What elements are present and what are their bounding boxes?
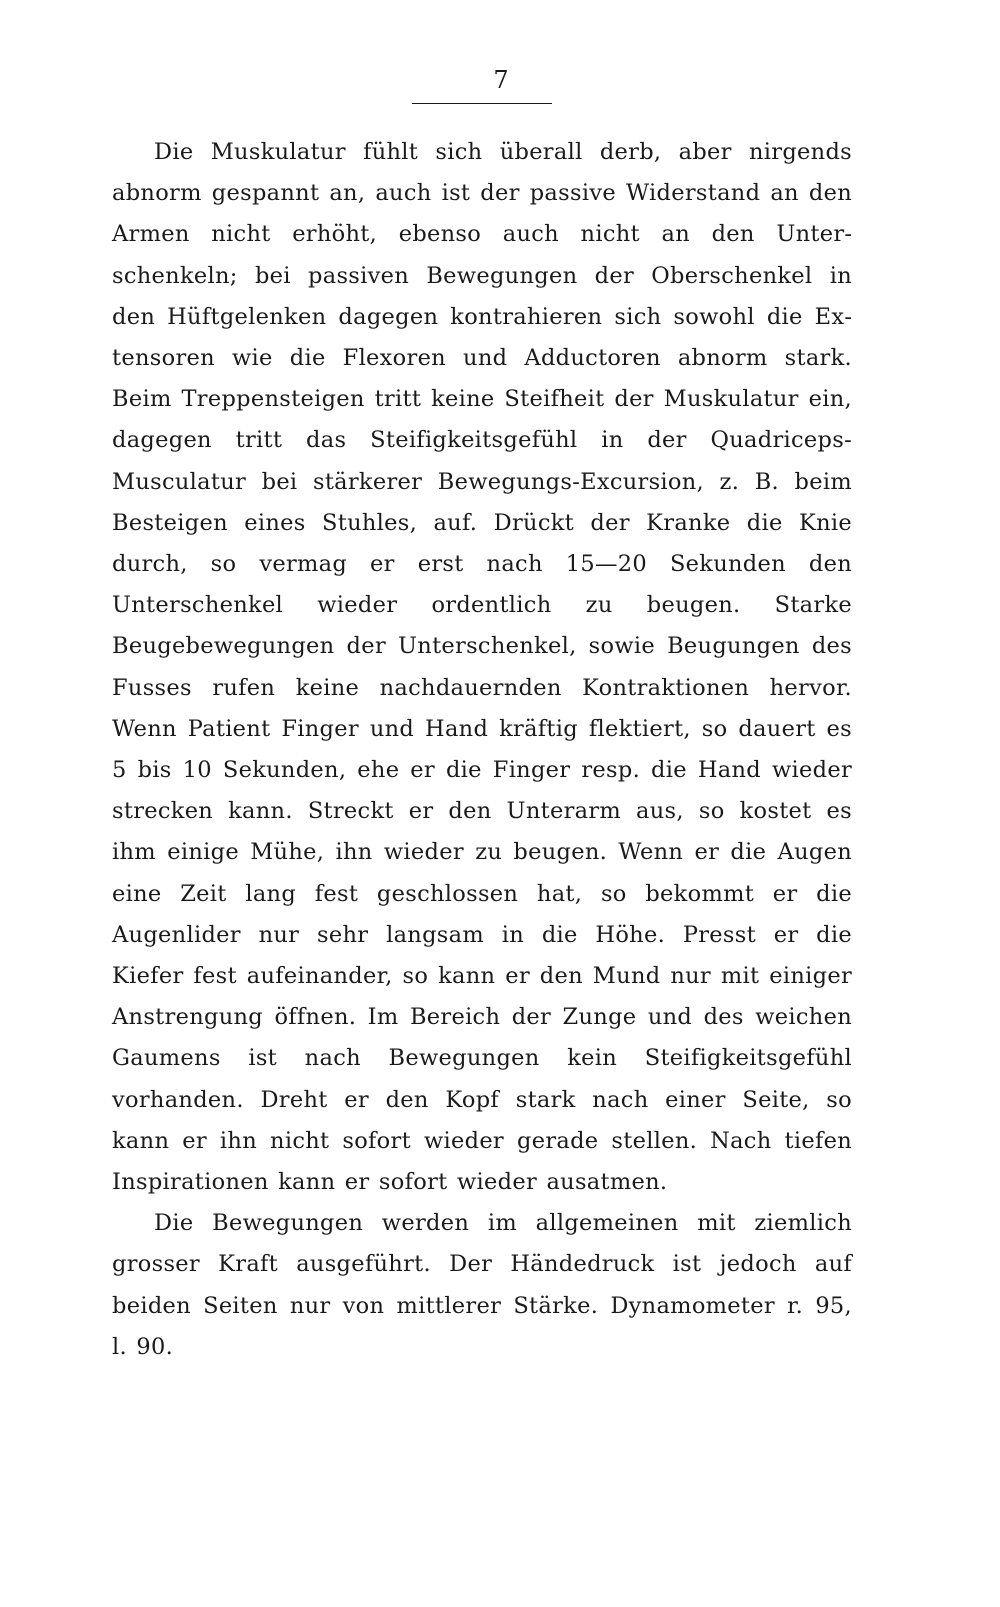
page-number	[0, 66, 1000, 94]
paragraph-strength-findings: Die Bewegungen werden im allgemeinen mit ziemlich grosser Kraft ausgeführt. Der Händedruck ist jedoch auf beiden Seiten nur von mittlerer Stärke. Dynamometer r. 95, l. 90.	[112, 1210, 852, 1360]
header-rule	[412, 103, 552, 104]
paragraph-muscle-findings: Die Muskulatur fühlt sich überall derb, aber nirgends abnorm gespannt an, auch ist der passive Widerstand an den Armen nicht erhöht, ebenso auch nicht an den Unterschenkeln; bei passiven Bewegungen der Oberschenkel in den Hüftgelenken dagegen kontrahieren sich sowohl die Extensoren wie die Flexoren und Adductoren abnorm stark. Beim Treppensteigen tritt keine Steifheit der Muskulatur ein, dagegen tritt das Steifigkeitsgefühl in der Quadriceps-Musculatur bei stärkerer Bewegungs-Excursion, z. B. beim Besteigen eines Stuhles, auf. Drückt der Kranke die Knie durch, so vermag er erst nach 15—20 Sekunden den Unterschenkel wieder ordentlich zu beugen. Starke Beugebewegungen der Unterschenkel, sowie Beugungen des Fusses rufen keine nachdauernden Kontraktionen hervor. Wenn Patient Finger und Hand kräftig flektiert, so dauert es 5 bis 10 Sekunden, ehe er die Finger resp. die Hand wieder strecken kann. Streckt er den Unterarm aus, so kostet es ihm einige Mühe, ihn wieder zu beugen. Wenn er die Augen eine Zeit lang fest geschlossen hat, so bekommt er die Augenlider nur sehr langsam in die Höhe. Presst er die Kiefer fest aufeinander, so kann er den Mund nur mit einiger Anstrengung öffnen. Im Bereich der Zunge und des weichen Gaumens ist nach Bewegungen kein Steifigkeitsgefühl vorhanden. Dreht er den Kopf stark nach einer Seite, so kann er ihn nicht sofort wieder gerade stellen. Nach tiefen Inspirationen kann er sofort wieder ausatmen.	[112, 139, 852, 1196]
body-text	[112, 132, 852, 1368]
page-number-text: 7	[493, 66, 509, 94]
